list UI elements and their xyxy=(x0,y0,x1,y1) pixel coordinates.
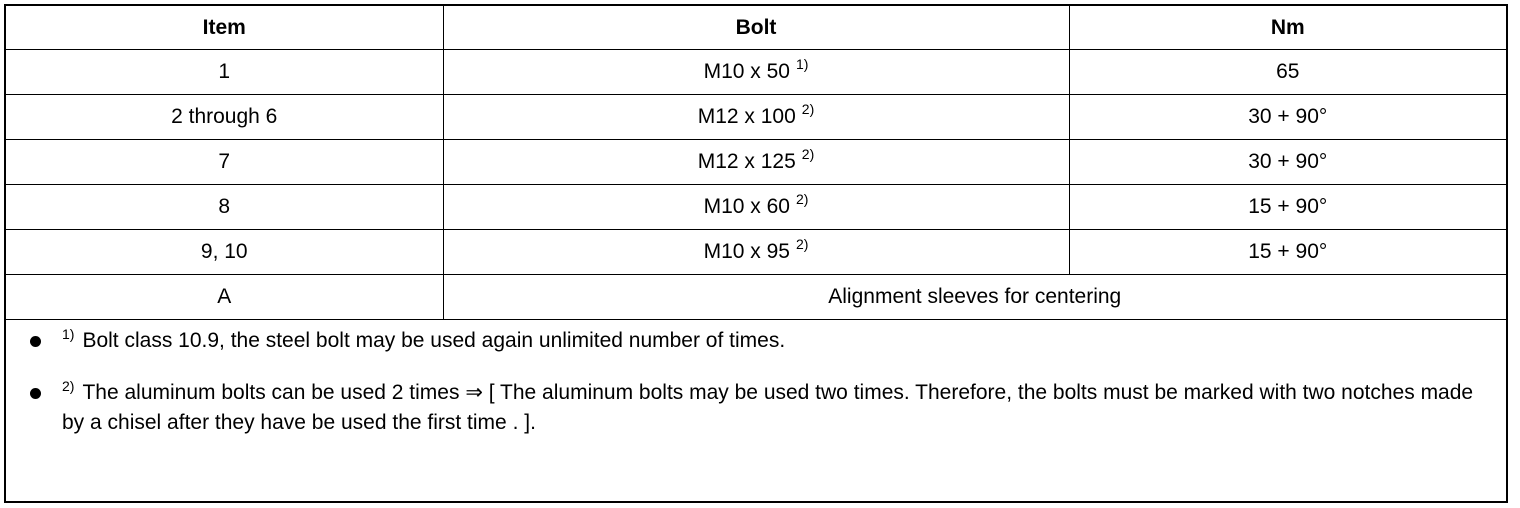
bullet-icon xyxy=(30,388,41,399)
cell-nm: 30 + 90° xyxy=(1069,95,1506,140)
footnote-ref: 2) xyxy=(795,236,809,252)
table-row xyxy=(6,95,1506,140)
cell-bolt xyxy=(443,50,1069,95)
bolt-size: M10 x 95 xyxy=(703,240,790,263)
cell-nm: 15 + 90° xyxy=(1069,230,1506,275)
footnote-marker: 2) xyxy=(62,378,75,394)
cell-bolt xyxy=(443,140,1069,185)
cell-item: 9, 10 xyxy=(6,230,443,275)
table-header-row xyxy=(6,6,1506,50)
cell-item: 1 xyxy=(6,50,443,95)
bullet-icon xyxy=(30,336,41,347)
cell-bolt xyxy=(443,95,1069,140)
cell-nm: 15 + 90° xyxy=(1069,185,1506,230)
cell-nm: 30 + 90° xyxy=(1069,140,1506,185)
cell-item: 2 through 6 xyxy=(6,95,443,140)
footnote-text: Bolt class 10.9, the steel bolt may be used again unlimited number of times. xyxy=(82,329,786,352)
cell-description: Alignment sleeves for centering xyxy=(443,275,1506,320)
cell-bolt xyxy=(443,185,1069,230)
footnote-ref: 1) xyxy=(795,56,809,72)
header-bolt: Bolt xyxy=(443,6,1069,50)
table-row xyxy=(6,230,1506,275)
header-nm: Nm xyxy=(1069,6,1506,50)
footnote-ref: 2) xyxy=(795,191,809,207)
table-row-alignment xyxy=(6,275,1506,320)
cell-item: 8 xyxy=(6,185,443,230)
cell-item: A xyxy=(6,275,443,320)
table-row xyxy=(6,185,1506,230)
bolt-size: M10 x 60 xyxy=(703,195,790,218)
footnote-item xyxy=(6,378,1506,438)
table-row xyxy=(6,140,1506,185)
spec-table-frame xyxy=(4,4,1508,503)
bolt-size: M12 x 125 xyxy=(697,150,796,173)
footnotes xyxy=(6,318,1506,438)
cell-bolt xyxy=(443,230,1069,275)
bolt-size: M10 x 50 xyxy=(703,60,790,83)
header-item: Item xyxy=(6,6,443,50)
footnote-marker: 1) xyxy=(62,326,75,342)
table-row xyxy=(6,50,1506,95)
footnote-item xyxy=(6,326,1506,356)
cell-nm: 65 xyxy=(1069,50,1506,95)
footnote-ref: 2) xyxy=(801,101,815,117)
footnote-ref: 2) xyxy=(801,146,815,162)
bolt-torque-table xyxy=(6,6,1506,320)
bolt-size: M12 x 100 xyxy=(697,105,796,128)
cell-item: 7 xyxy=(6,140,443,185)
footnote-text: The aluminum bolts can be used 2 times ⇒ [ The aluminum bolts may be used two times. Therefore, the bolts must be marked with two notches made by a chisel after they have be used the first time . ]. xyxy=(62,381,1474,434)
